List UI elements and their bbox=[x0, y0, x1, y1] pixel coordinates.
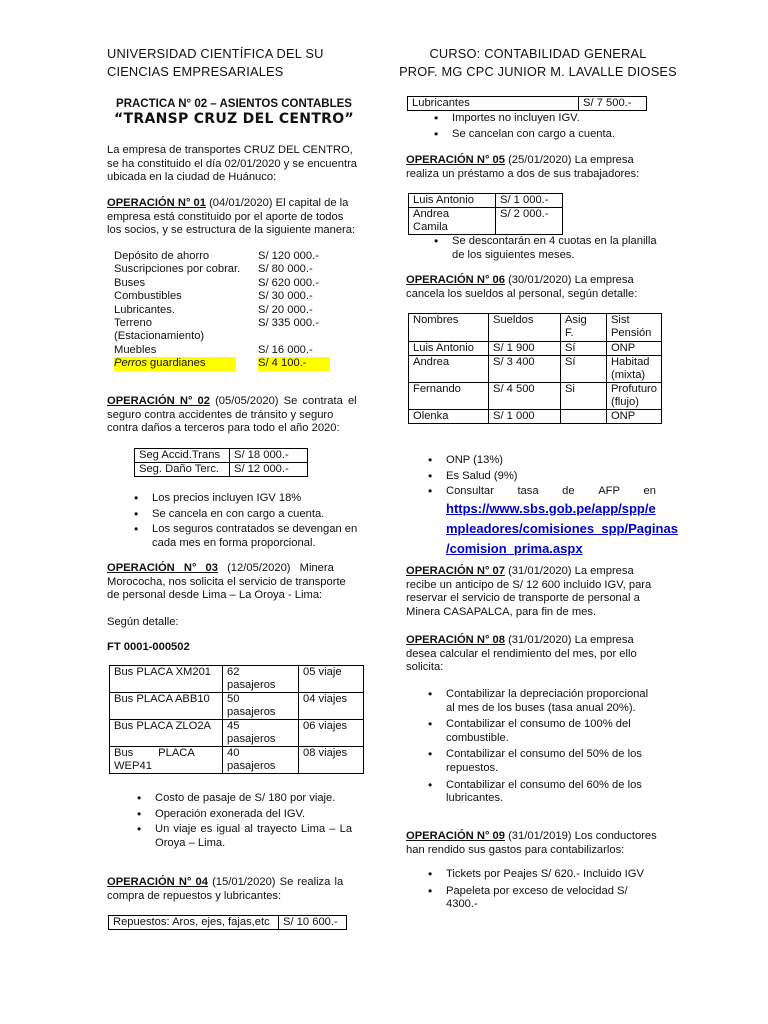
table-row: Andrea Camila S/ 2 000.- bbox=[409, 208, 563, 235]
operation-05 bbox=[406, 154, 660, 181]
list-item: • Contabilizar la depreciación proporcional al mes de los buses (tasa anual 20%). bbox=[424, 688, 662, 715]
op6-bullets bbox=[424, 454, 678, 559]
operation-text: han rendido sus gastos para contabilizarlos: bbox=[406, 843, 625, 856]
operation-04 bbox=[107, 876, 363, 903]
list-item: • Los precios incluyen IGV 18% bbox=[130, 492, 366, 506]
intro-line: se ha constituido el día 02/01/2020 y se encuentra bbox=[107, 157, 358, 170]
list-item: • Se cancelan con cargo a cuenta. bbox=[430, 128, 670, 142]
operation-text: Morococha, nos solicita el servicio de transporte bbox=[107, 575, 346, 588]
operation-date: (31/01/2020) La empresa bbox=[504, 565, 634, 577]
table-row: Bus PLACA WEP41 40 pasajeros 08 viajes bbox=[110, 747, 364, 774]
university-name: UNIVERSIDAD CIENTÍFICA DEL SU bbox=[107, 46, 324, 61]
lubricants-table bbox=[407, 96, 647, 111]
capital-item: Suscripciones por cobrar. S/ 80 000.- bbox=[114, 263, 313, 276]
table-row: Repuestos: Aros, ejes, fajas,etc S/ 10 600.- bbox=[109, 916, 347, 930]
operation-06 bbox=[406, 274, 660, 301]
afp-link[interactable]: https://www.sbs.gob.pe/app/spp/e mpleadores/comisiones_spp/Paginas /comision_prima.aspx bbox=[446, 500, 678, 556]
operation-date: (31/01/2020) La empresa bbox=[504, 634, 634, 646]
list-item: • Costo de pasaje de S/ 180 por viaje. bbox=[133, 792, 365, 806]
operation-label: OPERACIÓN N° 03 bbox=[107, 562, 218, 574]
op3-bullets bbox=[133, 792, 365, 850]
operation-text: Minera CASAPALCA, para fin de mes. bbox=[406, 605, 597, 618]
capital-item: (Estacionamiento) bbox=[114, 330, 205, 343]
list-item: • Contabilizar el consumo del 60% de los lubricantes. bbox=[424, 779, 662, 806]
insurance-table bbox=[134, 448, 308, 477]
op9-bullets bbox=[424, 868, 662, 912]
operation-date: (12/05/2020) Minera bbox=[217, 562, 334, 574]
practice-title: “TRANSP CRUZ DEL CENTRO” bbox=[114, 111, 354, 127]
capital-item: Muebles S/ 16 000.- bbox=[114, 343, 313, 356]
operation-label: OPERACIÓN N° 05 bbox=[406, 154, 505, 166]
loans-table bbox=[408, 193, 563, 235]
operation-text: solicita: bbox=[406, 661, 444, 674]
operation-text: cancela los sueldos al personal, según detalle: bbox=[406, 287, 638, 300]
operation-text: recibe un anticipo de S/ 12 600 incluido IGV, para bbox=[406, 578, 652, 591]
operation-label: OPERACIÓN N° 06 bbox=[406, 274, 505, 286]
operation-text: reservar el servicio de transporte de personal a bbox=[406, 592, 640, 605]
list-item: • Papeleta por exceso de velocidad S/ 4300.- bbox=[424, 885, 662, 912]
operation-date: (31/01/2019) Los conductores bbox=[504, 830, 657, 842]
operation-09 bbox=[406, 830, 662, 857]
bus-table bbox=[109, 665, 364, 774]
capital-item: Lubricantes. S/ 20 000.- bbox=[114, 303, 313, 316]
list-item: • Es Salud (9%) bbox=[424, 470, 664, 484]
list-item: • Se cancela en con cargo a cuenta. bbox=[130, 508, 366, 522]
table-row: Luis Antonio S/ 1 000.- bbox=[409, 194, 563, 208]
list-item: • Consultar tasa de AFP en https://www.sbs.gob.pe/app/spp/e mpleadores/comisiones_spp/Paginas /comision_prima.aspx bbox=[424, 485, 664, 559]
list-item: • Importes no incluyen IGV. bbox=[430, 112, 670, 126]
parts-table bbox=[108, 915, 347, 930]
list-item: • Contabilizar el consumo del 50% de los repuestos. bbox=[424, 748, 662, 775]
operation-label: OPERACIÓN N° 07 bbox=[406, 565, 505, 577]
operation-date: (15/01/2020) Se realiza la bbox=[207, 876, 344, 888]
table-row: Luis Antonio S/ 1 900 Sí ONP bbox=[409, 342, 662, 356]
invoice-number: FT 0001-000502 bbox=[107, 641, 190, 653]
operation-02 bbox=[107, 395, 363, 436]
capital-item: Combustibles S/ 30 000.- bbox=[114, 290, 313, 303]
table-row: Olenka S/ 1 000 ONP bbox=[409, 410, 662, 424]
operation-date: (04/01/2020) El capital de la bbox=[205, 197, 349, 209]
operation-date: (30/01/2020) La empresa bbox=[504, 274, 634, 286]
capital-item: Terreno S/ 335 000.- bbox=[114, 316, 319, 329]
table-row: Fernando S/ 4 500 Si Profuturo (flujo) bbox=[409, 383, 662, 410]
operation-08 bbox=[406, 634, 662, 675]
operation-text: los socios, y se estructura de la siguiente manera: bbox=[107, 224, 356, 237]
operation-text: empresa está constituido por el aporte de todos bbox=[107, 210, 344, 223]
list-item: • ONP (13%) bbox=[424, 454, 664, 468]
capital-item-highlighted: Perros guardianes S/ 4 100.- bbox=[114, 357, 364, 370]
op5-bullets bbox=[430, 235, 670, 262]
operation-date: (25/01/2020) La empresa bbox=[504, 154, 634, 166]
course-name: CURSO: CONTABILIDAD GENERAL bbox=[429, 46, 647, 61]
table-row: Seg. Daño Terc. S/ 12 000.- bbox=[135, 463, 308, 477]
table-row: Bus PLACA ZLO2A 45 pasajeros 06 viajes bbox=[110, 720, 364, 747]
operation-text: seguro contra accidentes de tránsito y seguro bbox=[107, 408, 334, 421]
operation-03 bbox=[107, 562, 363, 603]
intro-paragraph bbox=[107, 144, 363, 185]
table-row: Bus PLACA XM201 62 pasajeros 05 viaje bbox=[110, 666, 364, 693]
operation-label: OPERACIÓN N° 08 bbox=[406, 634, 505, 646]
op8-bullets bbox=[424, 688, 662, 806]
operation-text: compra de repuestos y lubricantes: bbox=[107, 889, 282, 902]
table-row: Bus PLACA ABB10 50 pasajeros 04 viajes bbox=[110, 693, 364, 720]
table-row: Seg Accid.Trans S/ 18 000.- bbox=[135, 449, 308, 463]
operation-date: (05/05/2020) Se contrata el bbox=[209, 395, 357, 407]
faculty-name: CIENCIAS EMPRESARIALES bbox=[107, 64, 284, 79]
intro-line: ubicada en la ciudad de Huánuco: bbox=[107, 171, 277, 184]
list-item-cont: cada mes en forma proporcional. bbox=[152, 536, 316, 549]
capital-list bbox=[114, 250, 364, 371]
table-row: Nombres Sueldos Asig F. Sist Pensión bbox=[409, 314, 662, 342]
op2-bullets bbox=[130, 492, 366, 550]
practice-subtitle: PRACTICA N° 02 – ASIENTOS CONTABLES bbox=[116, 98, 352, 110]
operation-text: de personal desde Lima – La Oroya - Lima: bbox=[107, 589, 323, 602]
operation-label: OPERACIÓN N° 02 bbox=[107, 395, 210, 407]
operation-07 bbox=[406, 565, 662, 619]
operation-label: OPERACIÓN N° 04 bbox=[107, 876, 208, 888]
table-row: Andrea S/ 3 400 Sí Habitad (mixta) bbox=[409, 356, 662, 383]
intro-line: La empresa de transportes CRUZ DEL CENTRO, bbox=[107, 144, 353, 156]
operation-text: contra daños a terceros para todo el año 2020: bbox=[107, 422, 340, 435]
list-item: • Los seguros contratados se devengan en bbox=[130, 523, 366, 537]
professor-name: PROF. MG CPC JUNIOR M. LAVALLE DIOSES bbox=[399, 64, 677, 79]
list-item: • Tickets por Peajes S/ 620.- Incluido IGV bbox=[424, 868, 662, 882]
payroll-table bbox=[408, 313, 662, 424]
list-item: • Se descontarán en 4 cuotas en la planilla de los siguientes meses. bbox=[430, 235, 670, 262]
list-item: • Contabilizar el consumo de 100% del combustible. bbox=[424, 718, 662, 745]
operation-text: desea calcular el rendimiento del mes, por ello bbox=[406, 647, 637, 660]
op4-bullets bbox=[430, 112, 670, 141]
operation-01 bbox=[107, 197, 363, 238]
detail-label: Según detalle: bbox=[107, 616, 179, 628]
capital-item: Buses S/ 620 000.- bbox=[114, 276, 319, 289]
list-item: • Operación exonerada del IGV. bbox=[133, 808, 365, 822]
operation-label: OPERACIÓN N° 09 bbox=[406, 830, 505, 842]
capital-item: Depósito de ahorro S/ 120 000.- bbox=[114, 250, 319, 262]
operation-label: OPERACIÓN N° 01 bbox=[107, 197, 206, 209]
table-row: Lubricantes S/ 7 500.- bbox=[408, 97, 647, 111]
list-item: • Un viaje es igual al trayecto Lima – La Oroya – Lima. bbox=[133, 823, 365, 850]
operation-text: realiza un préstamo a dos de sus trabajadores: bbox=[406, 167, 640, 180]
